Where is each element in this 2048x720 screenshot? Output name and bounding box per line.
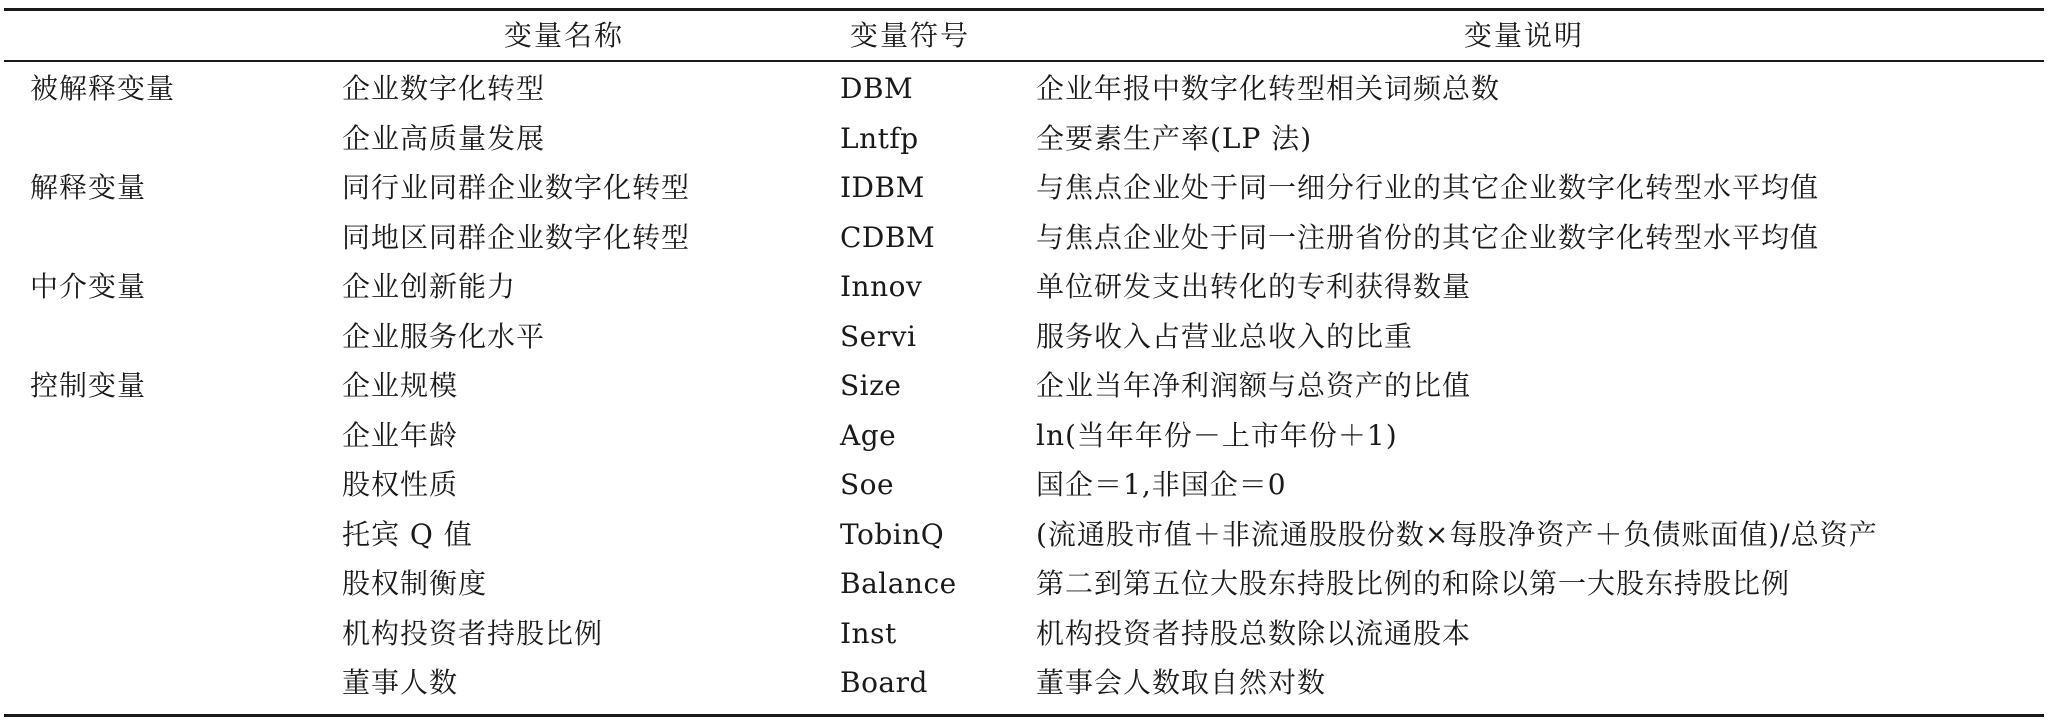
row-variable-name: 企业服务化水平 [342,319,546,353]
row-variable-symbol: TobinQ [840,517,945,551]
table-row [4,510,2044,560]
row-variable-description: 企业当年净利润额与总资产的比值 [1036,369,1472,402]
row-variable-description: ln(当年年份－上市年份＋1) [1036,418,1398,452]
row-variable-description: 企业年报中数字化转型相关词频总数 [1036,72,1501,105]
variable-definition-table [4,8,2044,717]
table-row [4,559,2044,609]
row-variable-symbol: Balance [840,567,957,600]
row-variable-name: 董事人数 [342,666,459,699]
table-row [4,262,2044,312]
row-category: 被解释变量 [30,72,176,105]
header-variable-name: 变量名称 [504,19,625,52]
row-variable-name: 机构投资者持股比例 [342,616,604,650]
row-variable-symbol: CDBM [840,220,936,254]
row-variable-symbol: DBM [840,72,914,105]
table-row [4,609,2044,659]
row-variable-name: 股权制衡度 [342,567,488,600]
row-variable-name: 企业数字化转型 [342,72,546,105]
row-variable-description: 第二到第五位大股东持股比例的和除以第一大股东持股比例 [1036,567,1791,600]
row-variable-symbol: Size [840,369,902,402]
row-variable-description: 董事会人数取自然对数 [1036,666,1327,699]
row-category: 控制变量 [30,369,147,402]
row-variable-name: 股权性质 [342,468,459,501]
table-row [4,460,2044,510]
table-row [4,312,2044,362]
row-variable-description: 服务收入占营业总收入的比重 [1036,319,1414,353]
row-variable-description: 国企＝1,非国企＝0 [1036,468,1287,501]
row-variable-description: 单位研发支出转化的专利获得数量 [1036,270,1472,303]
row-variable-symbol: Age [840,418,897,452]
table-bottom-rule [4,714,2044,717]
row-variable-symbol: Innov [840,270,923,303]
row-category: 中介变量 [30,270,147,303]
row-variable-description: (流通股市值＋非流通股股份数×每股净资产＋负债账面值)/总资产 [1036,517,1878,551]
row-category: 解释变量 [30,171,147,204]
table-body [4,62,2044,714]
table-row [4,361,2044,411]
row-variable-symbol: Soe [840,468,895,501]
row-variable-description: 全要素生产率(LP 法) [1036,121,1313,155]
table-row [4,64,2044,114]
row-variable-description: 与焦点企业处于同一细分行业的其它企业数字化转型水平均值 [1036,171,1820,204]
row-variable-symbol: Inst [840,616,897,650]
header-variable-symbol: 变量符号 [850,19,971,52]
row-variable-symbol: IDBM [840,171,925,204]
row-variable-name: 托宾 Q 值 [342,517,473,551]
row-variable-name: 企业高质量发展 [342,121,546,155]
row-variable-description: 与焦点企业处于同一注册省份的其它企业数字化转型水平均值 [1036,220,1820,254]
table-header-row [4,11,2044,60]
row-variable-name: 同地区同群企业数字化转型 [342,220,691,254]
row-variable-name: 同行业同群企业数字化转型 [342,171,691,204]
row-variable-symbol: Lntfp [840,121,919,155]
row-variable-name: 企业规模 [342,369,459,402]
row-variable-symbol: Servi [840,319,917,353]
row-variable-name: 企业创新能力 [342,270,517,303]
header-variable-description: 变量说明 [1464,19,1585,52]
table-row [4,114,2044,164]
table-row [4,163,2044,213]
table-row [4,213,2044,263]
table-row [4,411,2044,461]
table-row [4,658,2044,708]
row-variable-name: 企业年龄 [342,418,459,452]
row-variable-description: 机构投资者持股总数除以流通股本 [1036,616,1472,650]
row-variable-symbol: Board [840,666,928,699]
